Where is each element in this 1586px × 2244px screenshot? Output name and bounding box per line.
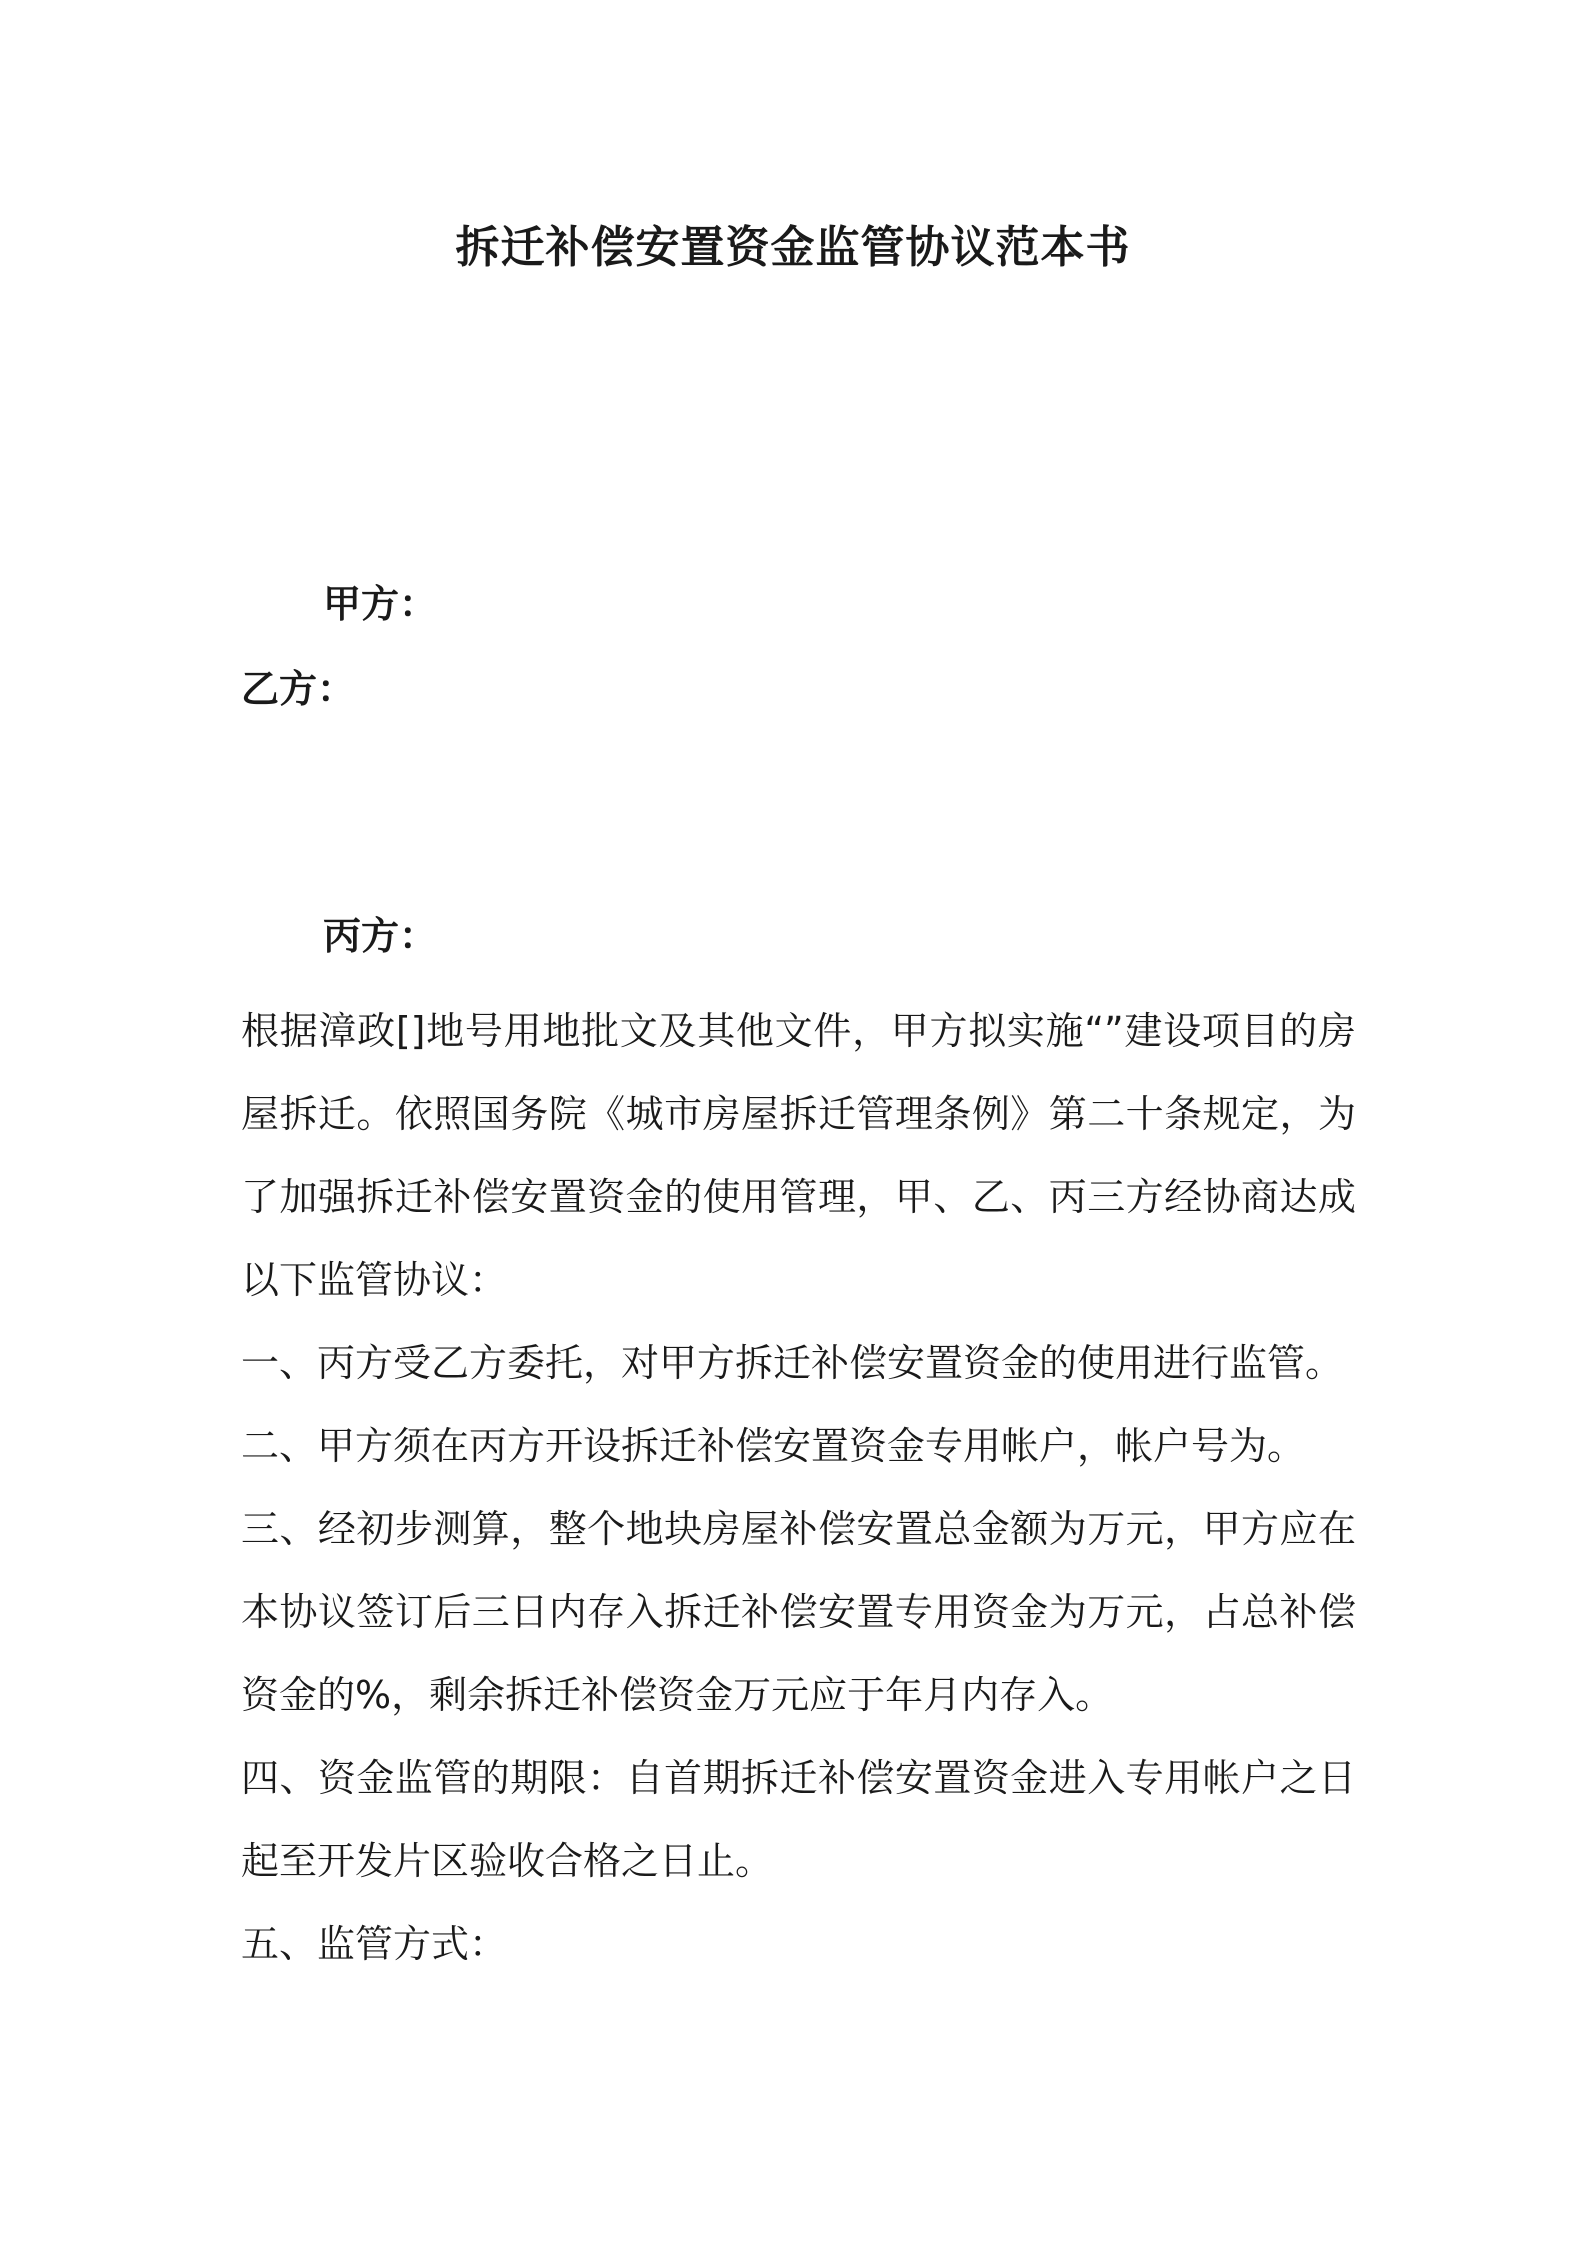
clause-3: 三、经初步测算，整个地块房屋补偿安置总金额为万元，甲方应在本协议签订后三日内存入拆迁补偿安置专用资金为万元，占总补偿资金的%，剩余拆迁补偿资金万元应于年月内存入。 — [241, 1507, 1356, 1717]
document-body — [241, 990, 1356, 1986]
clause-4: 四、资金监管的期限：自首期拆迁补偿安置资金进入专用帐户之日起至开发片区验收合格之日止。 — [241, 1756, 1356, 1883]
party-a-label: 甲方： — [323, 582, 438, 626]
clause-2: 二、甲方须在丙方开设拆迁补偿安置资金专用帐户，帐户号为。 — [241, 1424, 1306, 1468]
party-c-label: 丙方： — [323, 914, 438, 958]
clause-1: 一、丙方受乙方委托，对甲方拆迁补偿安置资金的使用进行监管。 — [241, 1341, 1344, 1385]
preamble-paragraph: 根据漳政[]地号用地批文及其他文件，甲方拟实施“”建设项目的房屋拆迁。依照国务院《城市房屋拆迁管理条例》第二十条规定，为了加强拆迁补偿安置资金的使用管理，甲、乙、丙三方经协商达成以下监管协议： — [241, 1009, 1356, 1302]
party-b-label: 乙方： — [241, 667, 356, 711]
document-title: 拆迁补偿安置资金监管协议范本书 — [455, 222, 1131, 273]
clause-5: 五、监管方式： — [241, 1922, 508, 1966]
